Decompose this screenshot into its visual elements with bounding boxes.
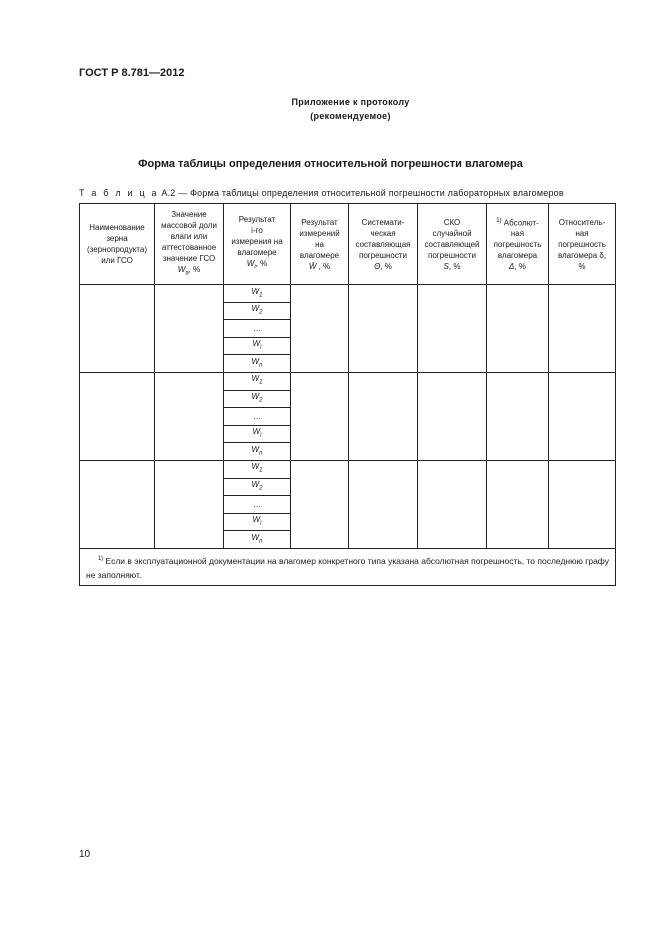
random-error-cell[interactable] bbox=[418, 460, 487, 548]
column-header-line: составляющая bbox=[355, 239, 411, 249]
column-header bbox=[549, 204, 616, 285]
section-title: Форма таблицы определения относительной погрешности влагомера bbox=[138, 158, 523, 170]
column-header-line: измерения на bbox=[231, 237, 283, 247]
table-caption-prefix: Т а б л и ц а bbox=[79, 188, 159, 198]
measurement-symbol: … bbox=[253, 411, 261, 421]
error-form-table bbox=[79, 203, 616, 586]
measurement-subscript: 1 bbox=[259, 380, 263, 387]
measurement-label-cell bbox=[224, 513, 291, 531]
measurement-subscript: n bbox=[259, 362, 263, 369]
measurement-label-cell bbox=[224, 285, 291, 303]
measurement-label-cell bbox=[224, 355, 291, 373]
measurement-symbol: W bbox=[251, 444, 260, 454]
systematic-error-cell[interactable] bbox=[349, 460, 418, 548]
absolute-error-cell[interactable] bbox=[487, 285, 549, 373]
appendix-label: Приложение к протоколу bbox=[291, 97, 410, 107]
measurement-symbol: W bbox=[251, 374, 260, 384]
reference-value-cell[interactable] bbox=[155, 285, 224, 373]
measurement-subscript: i bbox=[260, 344, 262, 351]
measurement-subscript: n bbox=[259, 538, 263, 545]
column-header bbox=[155, 204, 224, 285]
footnote-row bbox=[80, 548, 616, 585]
footnote-cell bbox=[80, 548, 616, 585]
grain-name-cell[interactable] bbox=[80, 460, 155, 548]
measurement-label-cell bbox=[224, 460, 291, 478]
footnote-mark: 1) bbox=[496, 217, 502, 224]
mean-result-cell[interactable] bbox=[291, 460, 349, 548]
column-header bbox=[487, 204, 549, 285]
mean-result-cell[interactable] bbox=[291, 372, 349, 460]
measurement-label-cell bbox=[224, 443, 291, 461]
systematic-error-cell[interactable] bbox=[349, 285, 418, 373]
relative-error-cell[interactable] bbox=[549, 285, 616, 373]
measurement-label-cell bbox=[224, 320, 291, 338]
measurement-label-cell bbox=[224, 531, 291, 549]
column-symbol: Δ bbox=[509, 262, 515, 272]
measurement-symbol: W bbox=[252, 515, 261, 525]
standard-number: ГОСТ Р 8.781—2012 bbox=[79, 67, 185, 79]
appendix-type: (рекомендуемое) bbox=[310, 111, 391, 121]
measurement-symbol: W bbox=[251, 532, 260, 542]
column-unit: , % bbox=[188, 264, 201, 274]
column-header-line: Результат bbox=[238, 215, 276, 225]
measurement-subscript: 2 bbox=[259, 485, 263, 492]
measurement-subscript: n bbox=[259, 450, 263, 457]
column-header-line: влаги или bbox=[170, 231, 208, 241]
grain-name-cell[interactable] bbox=[80, 372, 155, 460]
absolute-error-cell[interactable] bbox=[487, 372, 549, 460]
column-header-line: i-го bbox=[251, 226, 263, 236]
column-header-line: случайной bbox=[432, 228, 472, 238]
measurement-label-cell bbox=[224, 390, 291, 408]
column-unit: , % bbox=[514, 262, 526, 272]
measurement-symbol: W bbox=[252, 339, 261, 349]
measurement-subscript: i bbox=[260, 520, 262, 527]
column-header-line: влагомере bbox=[237, 248, 277, 258]
column-header-line: аттестованное bbox=[161, 242, 217, 252]
column-header-line: на bbox=[315, 239, 324, 249]
table-row bbox=[80, 372, 616, 390]
absolute-error-cell[interactable] bbox=[487, 460, 549, 548]
relative-error-cell[interactable] bbox=[549, 460, 616, 548]
column-header-line: % bbox=[578, 261, 586, 271]
measurement-subscript: 1 bbox=[259, 292, 263, 299]
measurement-label-cell bbox=[224, 478, 291, 496]
column-header-line: Системати- bbox=[361, 217, 405, 227]
systematic-error-cell[interactable] bbox=[349, 372, 418, 460]
measurement-symbol: … bbox=[253, 323, 261, 333]
measurement-label-cell bbox=[224, 496, 291, 514]
column-symbol-subscript: a bbox=[185, 270, 189, 277]
column-header-line: погрешность bbox=[558, 239, 606, 249]
random-error-cell[interactable] bbox=[418, 285, 487, 373]
measurement-label-cell bbox=[224, 302, 291, 320]
column-header bbox=[349, 204, 418, 285]
reference-value-cell[interactable] bbox=[155, 460, 224, 548]
measurement-symbol: W bbox=[251, 304, 260, 314]
column-symbol: S bbox=[443, 261, 449, 271]
measurement-symbol: W bbox=[251, 286, 260, 296]
measurement-subscript: 2 bbox=[259, 397, 263, 404]
column-header bbox=[224, 204, 291, 285]
relative-error-cell[interactable] bbox=[549, 372, 616, 460]
column-header-line: составляющей bbox=[424, 239, 480, 249]
column-unit: , % bbox=[380, 261, 392, 271]
column-header-line: ческая bbox=[370, 228, 396, 238]
column-header-line: Результат bbox=[301, 217, 338, 227]
table-caption-text: А.2 — Форма таблицы определения относительной погрешности лабораторных влагомеров bbox=[158, 188, 564, 198]
grain-name-cell[interactable] bbox=[80, 285, 155, 373]
column-header-line: массовой доли bbox=[161, 220, 217, 230]
column-header-line: погрешность bbox=[493, 240, 542, 250]
mean-result-cell[interactable] bbox=[291, 285, 349, 373]
measurement-symbol: W bbox=[251, 392, 260, 402]
column-symbol: W̄ bbox=[308, 261, 317, 271]
column-header-line: Относитель- bbox=[558, 217, 606, 227]
column-symbol: W bbox=[177, 264, 186, 274]
column-header-line: влагомера δ, bbox=[557, 250, 607, 260]
footnote-mark: 1) bbox=[97, 555, 104, 562]
measurement-symbol: W bbox=[251, 356, 260, 366]
column-header-line: или ГСО bbox=[101, 256, 133, 265]
measurement-subscript: i bbox=[260, 432, 262, 439]
column-header-line: Значение bbox=[171, 209, 207, 219]
reference-value-cell[interactable] bbox=[155, 372, 224, 460]
page-number: 10 bbox=[79, 849, 91, 860]
measurement-subscript: 2 bbox=[259, 309, 263, 316]
footnote-text: Если в эксплуатационной документации на влагомер конкретного типа указана абсолютная погрешность, то последнюю графу не заполняют. bbox=[86, 555, 609, 580]
column-header-line: измерений bbox=[299, 228, 340, 238]
measurement-label-cell bbox=[224, 425, 291, 443]
column-header-line: влагомере bbox=[299, 250, 340, 260]
measurement-subscript: 1 bbox=[259, 468, 263, 475]
column-symbol: Θ bbox=[374, 261, 381, 271]
measurement-label-cell bbox=[224, 337, 291, 355]
measurement-symbol: … bbox=[253, 499, 261, 509]
table-header-row bbox=[80, 204, 616, 285]
table-row bbox=[80, 460, 616, 478]
column-header-line: ная bbox=[510, 229, 525, 239]
column-header-line: (зернопродукта) bbox=[86, 245, 147, 254]
column-header-line: погрешности bbox=[427, 250, 476, 260]
column-header-line: зерна bbox=[106, 234, 128, 243]
column-unit: , % bbox=[316, 261, 331, 271]
column-header-line: ная bbox=[575, 228, 589, 238]
column-header-line: Абсолют- bbox=[501, 218, 539, 228]
column-unit: , % bbox=[448, 261, 461, 271]
measurement-symbol: W bbox=[251, 462, 260, 472]
column-header-line: погрешности bbox=[358, 250, 407, 260]
column-header-line: СКО bbox=[443, 217, 461, 227]
column-header bbox=[291, 204, 349, 285]
table-row bbox=[80, 285, 616, 303]
measurement-label-cell bbox=[224, 372, 291, 390]
measurement-symbol: W bbox=[252, 427, 261, 437]
column-symbol: W bbox=[246, 259, 255, 269]
measurement-label-cell bbox=[224, 408, 291, 426]
measurement-symbol: W bbox=[251, 480, 260, 490]
column-symbol-subscript: i bbox=[254, 264, 256, 271]
table-caption bbox=[79, 188, 564, 198]
random-error-cell[interactable] bbox=[418, 372, 487, 460]
column-header-line: влагомера bbox=[497, 251, 538, 261]
column-header bbox=[418, 204, 487, 285]
column-unit: , % bbox=[255, 259, 268, 269]
column-header bbox=[80, 204, 155, 285]
column-header-line: значение ГСО bbox=[162, 253, 216, 263]
column-header-line: Наименование bbox=[89, 223, 145, 232]
